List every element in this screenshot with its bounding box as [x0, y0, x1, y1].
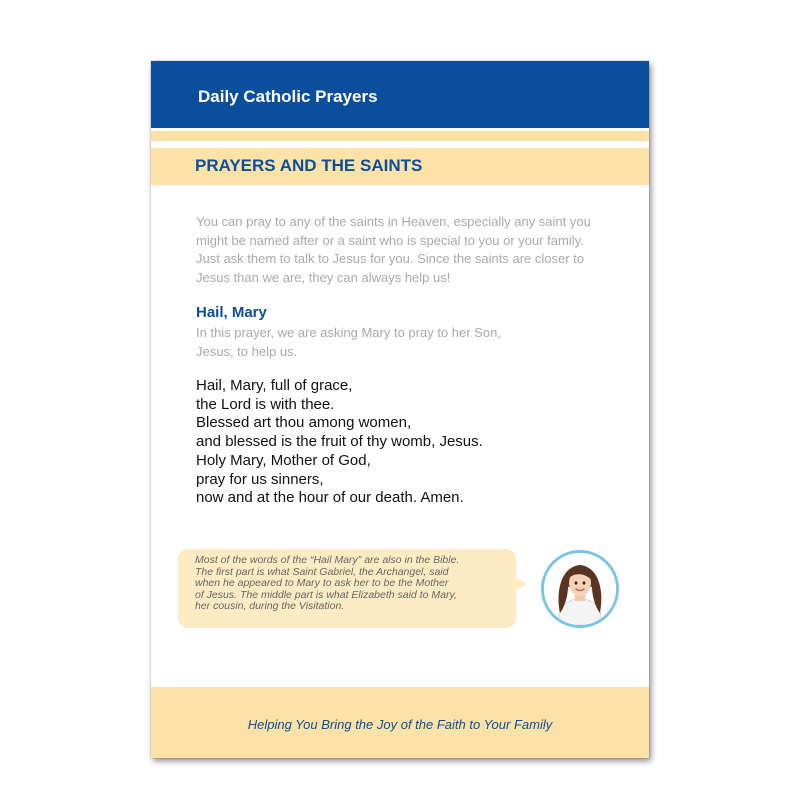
prayer-line: pray for us sinners,: [196, 470, 324, 488]
prayer-page: [151, 61, 649, 758]
intro-line: might be named after or a saint who is special to you or your family.: [196, 232, 584, 248]
header-bar: [151, 61, 649, 128]
callout-line: when he appeared to Mary to ask her to be the Mother: [195, 577, 449, 589]
prayer-note-line: Jesus, to help us.: [196, 343, 298, 359]
intro-line: You can pray to any of the saints in Heaven, especially any saint you: [196, 214, 591, 229]
prayer-line: Holy Mary, Mother of God,: [196, 451, 371, 469]
prayer-line: now and at the hour of our death. Amen.: [196, 489, 464, 507]
intro-line: Just ask them to talk to Jesus for you. Since the saints are closer to: [196, 251, 585, 266]
callout-line: Most of the words of the “Hail Mary” are also in the Bible.: [195, 554, 460, 566]
page-title: Daily Catholic Prayers: [198, 87, 378, 106]
prayer-text: [196, 377, 483, 508]
prayer-note-line: In this prayer, we are asking Mary to pray to her Son,: [196, 325, 501, 340]
callout-line: The first part is what Saint Gabriel, the Archangel, said: [195, 565, 449, 578]
prayer-line: and blessed is the fruit of thy womb, Jesus.: [196, 433, 483, 451]
girl-portrait-icon: [544, 553, 616, 625]
footer-tagline: Helping You Bring the Joy of the Faith to Your Family: [247, 717, 553, 732]
prayer-line: Hail, Mary, full of grace,: [196, 377, 353, 394]
callout-line: of Jesus. The middle part is what Elizabeth said to Mary,: [195, 588, 457, 601]
prayer-note: [196, 324, 526, 361]
section-band: [151, 148, 649, 185]
callout-text: [195, 555, 510, 613]
section-title: PRAYERS AND THE SAINTS: [195, 156, 423, 175]
callout-line: her cousin, during the Visitation.: [195, 600, 345, 612]
callout-bubble: [178, 549, 516, 628]
decorative-band: [151, 131, 649, 141]
prayer-line: Blessed art thou among women,: [196, 414, 412, 432]
footer-band: [151, 687, 649, 758]
intro-paragraph: [196, 213, 616, 287]
prayer-line: the Lord is with thee.: [196, 395, 335, 413]
prayer-heading: Hail, Mary: [196, 304, 267, 321]
intro-line: Jesus than we are, they can always help us!: [196, 269, 451, 285]
girl-avatar-icon: [541, 550, 619, 628]
